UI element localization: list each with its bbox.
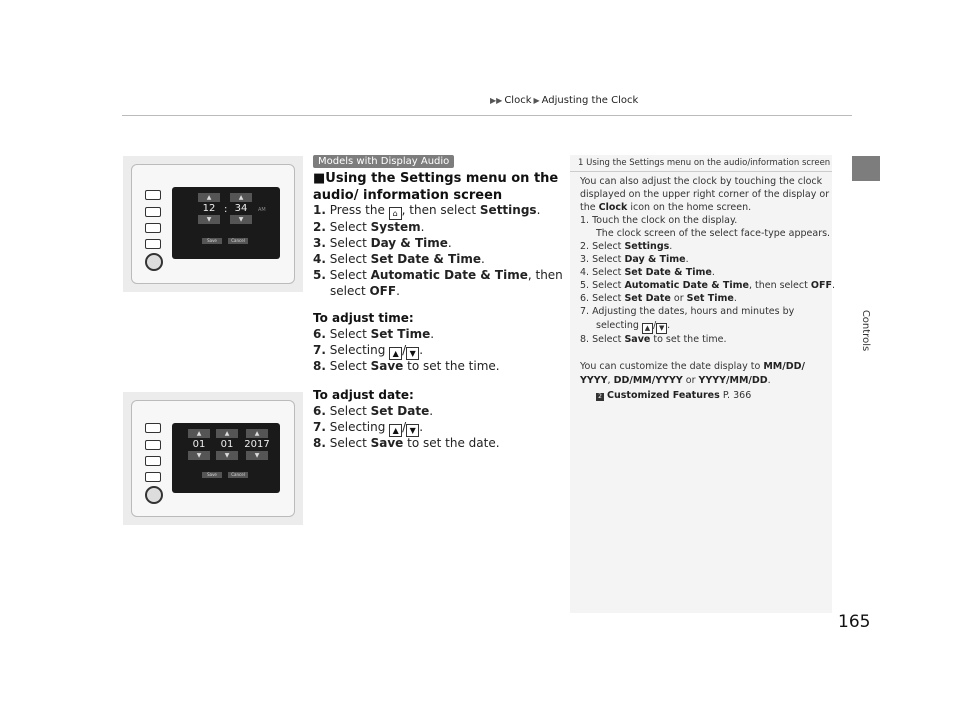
- note-item-2: 2. Select Settings.: [580, 241, 673, 252]
- date-step-8: 8. Select Save to set the date.: [313, 436, 500, 450]
- page-number: 165: [838, 612, 871, 632]
- step-3: 3. Select Day & Time.: [313, 236, 452, 250]
- time-settings-illustration: [123, 156, 303, 292]
- chapter-label: Controls: [860, 309, 872, 351]
- up-arrow-icon: ▲: [389, 424, 402, 437]
- save-button: Save: [202, 472, 222, 478]
- month-column: [188, 429, 210, 460]
- step-1: 1. Press the ⌂ , then select Settings.: [313, 203, 541, 218]
- date-step-6: 6. Select Set Date.: [313, 404, 434, 418]
- hour-column: [198, 193, 220, 224]
- breadcrumb-arrow-icon: ▶: [533, 96, 540, 105]
- note-item-3: 3. Select Day & Time.: [580, 254, 689, 265]
- hour-value: 12: [202, 203, 216, 214]
- down-arrow-icon: ▼: [406, 424, 419, 437]
- note-customize-formats: YYYY, DD/MM/YYYY or YYYY/MM/DD.: [580, 375, 771, 386]
- year-value: 2017: [244, 439, 270, 450]
- time-step-6: 6. Select Set Time.: [313, 327, 435, 341]
- reference-arrow-icon: 2: [596, 393, 604, 401]
- up-arrow-icon: ▲: [230, 193, 252, 202]
- up-arrow-icon: ▲: [188, 429, 210, 438]
- date-settings-illustration: [123, 392, 303, 525]
- volume-knob: [145, 486, 163, 504]
- down-arrow-icon: ▼: [656, 323, 667, 334]
- note-divider: [570, 171, 832, 172]
- home-icon: ⌂: [389, 207, 402, 220]
- cancel-button: Cancel: [228, 238, 248, 244]
- breadcrumb-arrow-icon: ▶▶: [490, 96, 503, 105]
- breadcrumb: [488, 95, 638, 106]
- note-item-1b: The clock screen of the select face-type appears.: [596, 228, 831, 239]
- down-arrow-icon: ▼: [406, 347, 419, 360]
- note-marker-icon: 1: [578, 158, 584, 168]
- device-button: [145, 423, 161, 433]
- note-text: displayed on the upper right corner of the display or: [580, 189, 830, 200]
- note-item-7: 7. Adjusting the dates, hours and minutes by: [580, 306, 795, 317]
- down-arrow-icon: ▼: [216, 451, 238, 460]
- note-item-7b: selecting ▲ / ▼ .: [596, 320, 671, 332]
- note-item-1: 1. Touch the clock on the display.: [580, 215, 738, 226]
- adjust-time-heading: To adjust time:: [313, 311, 414, 325]
- section-title: ■Using the Settings menu on the audio/ information screen: [313, 171, 559, 203]
- section-bullet-icon: ■: [313, 171, 326, 186]
- day-value: 01: [220, 439, 234, 450]
- ampm-label: AM: [258, 207, 266, 213]
- customized-features-link[interactable]: 2 Customized Features P. 366: [596, 390, 751, 401]
- down-arrow-icon: ▼: [230, 215, 252, 224]
- device-screen: [172, 187, 280, 259]
- device-button: [145, 440, 161, 450]
- device-button: [145, 190, 161, 200]
- down-arrow-icon: ▼: [188, 451, 210, 460]
- year-column: [244, 429, 270, 460]
- device-button: [145, 207, 161, 217]
- note-customize: You can customize the date display to MM/DD/: [580, 361, 805, 372]
- model-badge: Models with Display Audio: [313, 155, 454, 168]
- device-bezel: [131, 164, 295, 284]
- up-arrow-icon: ▲: [198, 193, 220, 202]
- device-screen: [172, 423, 280, 493]
- device-button: [145, 223, 161, 233]
- minute-column: [230, 193, 252, 224]
- volume-knob: [145, 253, 163, 271]
- step-2: 2. Select System.: [313, 220, 425, 234]
- note-item-4: 4. Select Set Date & Time.: [580, 267, 715, 278]
- up-arrow-icon: ▲: [216, 429, 238, 438]
- device-button: [145, 456, 161, 466]
- cancel-button: Cancel: [228, 472, 248, 478]
- date-step-7: 7. Selecting ▲ / ▼ .: [313, 420, 424, 435]
- time-step-8: 8. Select Save to set the time.: [313, 359, 500, 373]
- step-4: 4. Select Set Date & Time.: [313, 252, 485, 266]
- down-arrow-icon: ▼: [198, 215, 220, 224]
- month-value: 01: [192, 439, 206, 450]
- header-divider: [122, 115, 852, 116]
- minute-value: 34: [234, 203, 248, 214]
- note-item-5: 5. Select Automatic Date & Time, then select OFF.: [580, 280, 835, 291]
- side-note-panel: [570, 155, 835, 613]
- down-arrow-icon: ▼: [246, 451, 268, 460]
- note-title: 1 Using the Settings menu on the audio/information screen: [578, 158, 831, 168]
- note-text: You can also adjust the clock by touching the clock: [580, 176, 823, 187]
- time-step-7: 7. Selecting ▲ / ▼ .: [313, 343, 424, 358]
- device-button: [145, 239, 161, 249]
- up-arrow-icon: ▲: [642, 323, 653, 334]
- note-item-6: 6. Select Set Date or Set Time.: [580, 293, 737, 304]
- chapter-tab: [852, 156, 880, 181]
- note-text: the Clock icon on the home screen.: [580, 202, 752, 213]
- step-5: 5. Select Automatic Date & Time, then: [313, 268, 563, 282]
- device-bezel: [131, 400, 295, 517]
- day-column: [216, 429, 238, 460]
- up-arrow-icon: ▲: [389, 347, 402, 360]
- time-separator: :: [224, 204, 228, 215]
- adjust-date-heading: To adjust date:: [313, 388, 414, 402]
- note-item-8: 8. Select Save to set the time.: [580, 334, 727, 345]
- device-button: [145, 472, 161, 482]
- breadcrumb-item-clock[interactable]: Clock: [504, 95, 532, 106]
- up-arrow-icon: ▲: [246, 429, 268, 438]
- step-5-continued: select OFF.: [330, 284, 400, 298]
- breadcrumb-item-adjusting[interactable]: Adjusting the Clock: [541, 95, 639, 106]
- save-button: Save: [202, 238, 222, 244]
